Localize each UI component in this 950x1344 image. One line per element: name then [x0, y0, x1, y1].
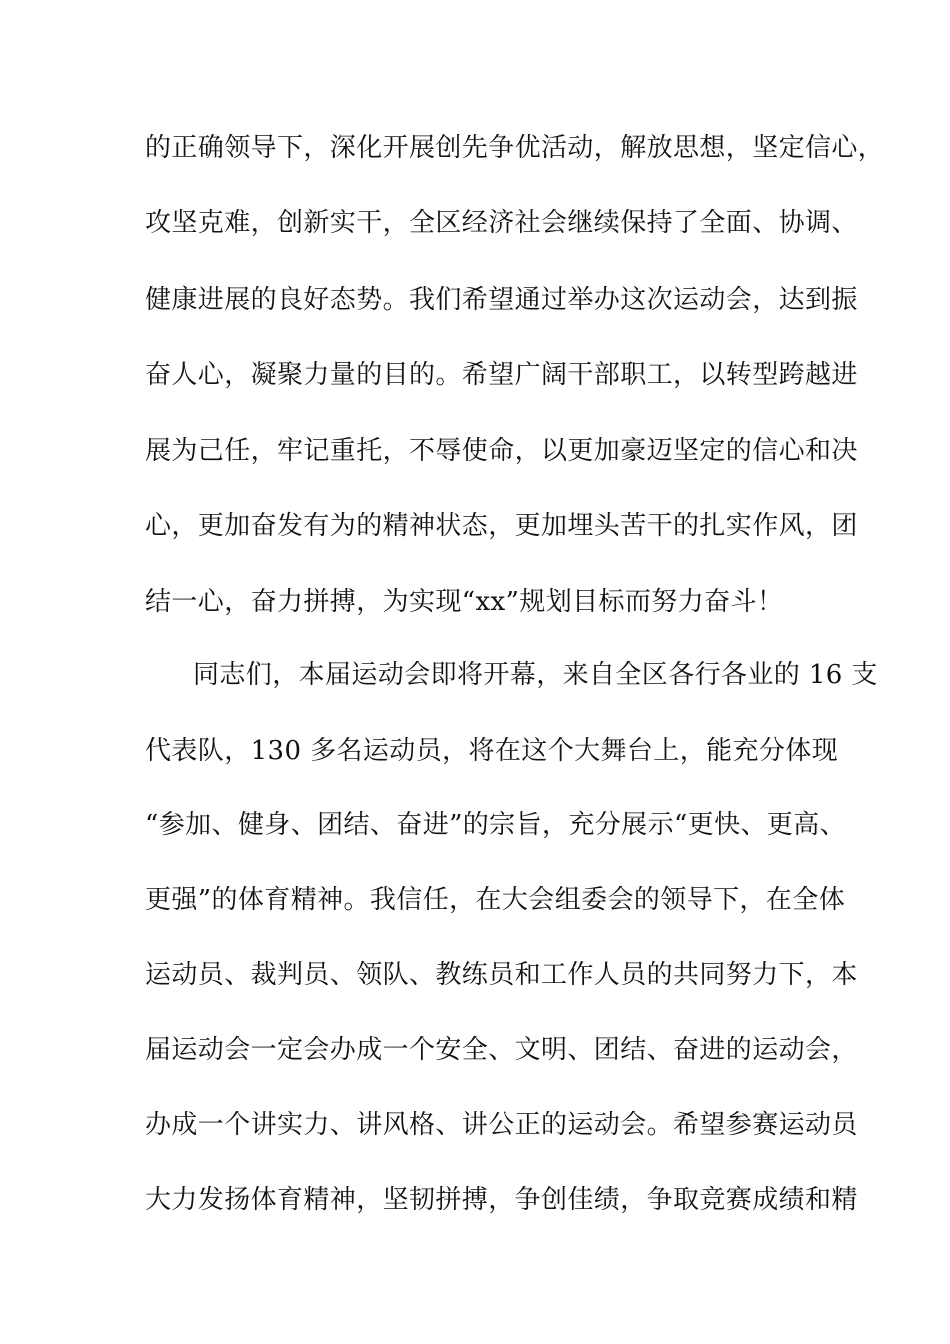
paragraph-line: 攻坚克难，创新实干，全区经济社会继续保持了全面、协调、: [145, 208, 858, 238]
paragraph-line: 健康进展的良好态势。我们希望通过举办这次运动会，达到振: [145, 285, 858, 315]
paragraph-line: 代表队，130 多名运动员，将在这个大舞台上，能充分体现: [145, 736, 839, 766]
paragraph-line: 奋人心，凝聚力量的目的。希望广阔干部职工，以转型跨越进: [145, 360, 858, 390]
paragraph-line: 更强”的体育精神。我信任，在大会组委会的领导下，在全体: [145, 885, 846, 915]
paragraph-line: 届运动会一定会办成一个安全、文明、团结、奋进的运动会，: [145, 1035, 858, 1065]
paragraph-line: 展为己任，牢记重托，不辱使命，以更加豪迈坚定的信心和决: [145, 436, 858, 466]
paragraph-line: 的正确领导下，深化开展创先争优活动，解放思想，坚定信心，: [145, 133, 885, 163]
paragraph-line: “参加、健身、团结、奋进”的宗旨，充分展示“更快、更高、: [145, 810, 847, 840]
paragraph-line: 结一心，奋力拼搏，为实现“xx”规划目标而努力奋斗！: [145, 587, 784, 617]
paragraph-line: 同志们，本届运动会即将开幕，来自全区各行各业的 16 支: [193, 660, 878, 690]
paragraph-line: 大力发扬体育精神，坚韧拼搏，争创佳绩，争取竞赛成绩和精: [145, 1185, 858, 1215]
paragraph-line: 办成一个讲实力、讲风格、讲公正的运动会。希望参赛运动员: [145, 1110, 858, 1140]
paragraph-line: 运动员、裁判员、领队、教练员和工作人员的共同努力下，本: [145, 960, 858, 990]
paragraph-line: 心，更加奋发有为的精神状态，更加埋头苦干的扎实作风，团: [145, 511, 858, 541]
